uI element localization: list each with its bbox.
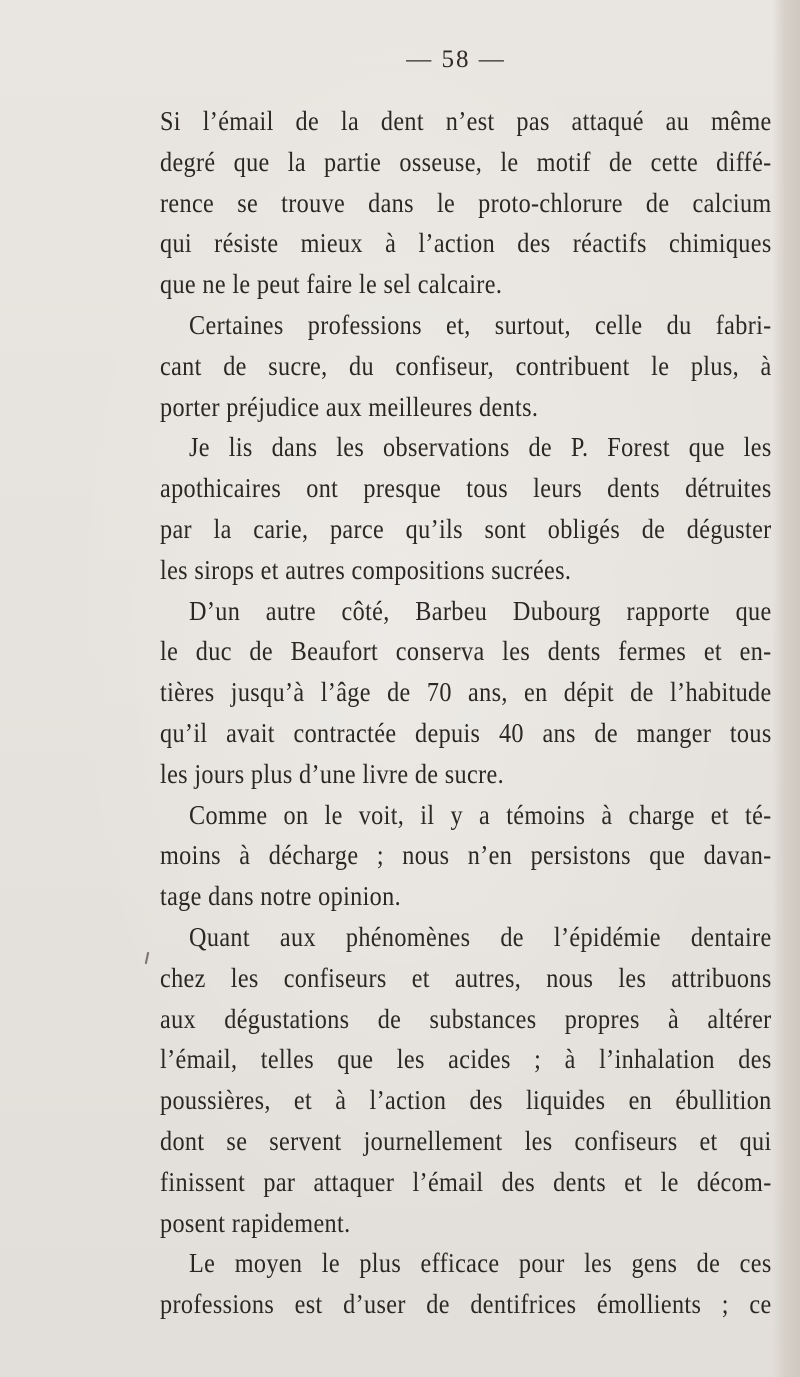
text-line: cant de sucre, du confiseur, contribuent le plus, à — [160, 349, 772, 381]
text-line: Quant aux phénomènes de l’épidémie dentaire — [189, 920, 772, 952]
text-line: tage dans notre opinion. — [160, 880, 401, 912]
text-line: par la carie, parce qu’ils sont obligés de déguster — [160, 512, 772, 544]
text-line: chez les confiseurs et autres, nous les attribuons — [160, 961, 772, 993]
text-line: moins à décharge ; nous n’en persistons que davan- — [160, 839, 772, 871]
text-line: le duc de Beaufort conserva les dents fermes et en- — [160, 635, 772, 667]
page-edge-shadow — [772, 0, 800, 1377]
text-line: porter préjudice aux meilleures dents. — [160, 390, 539, 422]
ink-speck — [145, 952, 149, 964]
text-line: rence se trouve dans le proto-chlorure de calcium — [160, 186, 772, 218]
text-line: Le moyen le plus efficace pour les gens de ces — [189, 1247, 772, 1279]
text-line: D’un autre côté, Barbeu Dubourg rapporte que — [189, 594, 772, 626]
text-line: dont se servent journellement les confiseurs et qui — [160, 1124, 772, 1156]
body-text — [160, 101, 772, 1325]
page-number: — 58 — — [406, 46, 506, 73]
text-line: Certaines professions et, surtout, celle du fabri- — [189, 308, 772, 340]
text-line: posent rapidement. — [160, 1206, 351, 1238]
text-line: qu’il avait contractée depuis 40 ans de manger tous — [160, 716, 772, 748]
text-line: poussières, et à l’action des liquides en ébullition — [160, 1084, 772, 1116]
text-line: Si l’émail de la dent n’est pas attaqué au même — [160, 105, 772, 136]
text-line: Je lis dans les observations de P. Forest que les — [189, 431, 772, 463]
text-line: professions est d’user de dentifrices émollients ; ce — [160, 1288, 772, 1320]
text-line: finissent par attaquer l’émail des dents et le décom- — [160, 1165, 772, 1197]
text-line: que ne le peut faire le sel calcaire. — [160, 268, 503, 300]
text-line: l’émail, telles que les acides ; à l’inhalation des — [160, 1043, 772, 1075]
text-line: les sirops et autres compositions sucrées. — [160, 553, 572, 585]
text-line: degré que la partie osseuse, le motif de cette diffé- — [160, 145, 772, 177]
text-line: apothicaires ont presque tous leurs dents détruites — [160, 472, 772, 504]
text-line: Comme on le voit, il y a témoins à charge et té- — [189, 798, 772, 830]
text-line: les jours plus d’une livre de sucre. — [160, 757, 504, 789]
text-line: aux dégustations de substances propres à altérer — [160, 1002, 772, 1034]
text-line: qui résiste mieux à l’action des réactifs chimiques — [160, 227, 772, 259]
text-line: tières jusqu’à l’âge de 70 ans, en dépit de l’habitude — [160, 676, 772, 708]
